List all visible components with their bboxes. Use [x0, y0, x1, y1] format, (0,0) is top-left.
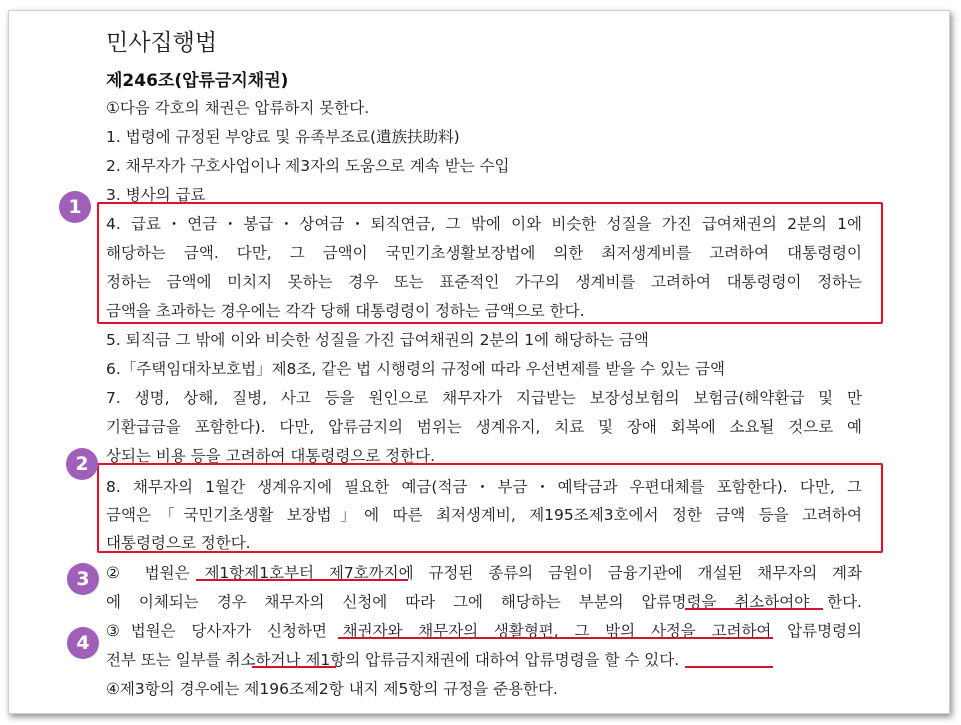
article-heading: 제246조(압류금지채권) [106, 71, 289, 91]
item-7-line-1: 7. 생명, 상해, 질병, 사고 등을 원인으로 채무자가 지급받는 보장성보험의 보험금(해약환급 및 만 [106, 389, 862, 407]
item-1: 1. 법령에 규정된 부양료 및 유족부조료(遺族扶助料) [106, 128, 460, 146]
item-8-line-1: 8. 채무자의 1월간 생계유지에 필요한 예금(적금・부금・예탁금과 우편대체를 포함한다). 다만, 그 [106, 478, 862, 496]
marker-3-badge: 3 [67, 563, 99, 595]
item-6: 6.「주택임대차보호법」제8조, 같은 법 시행령의 규정에 따라 우선변제를 받을 수 있는 금액 [106, 360, 725, 378]
underline-clause-3-order [685, 666, 773, 668]
item-4-line-2: 해당하는 금액. 다만, 그 금액이 국민기초생활보장법에 의한 최저생계비를 고려하여 대통령령이 [106, 244, 862, 262]
marker-1-badge: 1 [59, 191, 91, 223]
clause-2-line-1: ② 법원은 제1항제1호부터 제7호까지에 규정된 종류의 금원이 금융기관에 개설된 채무자의 계좌 [106, 564, 862, 582]
item-3: 3. 병사의 급료 [106, 186, 206, 204]
highlight-box-item-8 [97, 463, 883, 553]
item-5: 5. 퇴직금 그 밖에 이와 비슷한 성질을 가진 급여채권의 2분의 1에 해당하는 금액 [106, 331, 649, 349]
item-4-line-4: 금액을 초과하는 경우에는 각각 당해 대통령령이 정하는 금액으로 한다. [106, 302, 585, 320]
item-7-line-2: 기환급금을 포함한다). 다만, 압류금지의 범위는 생계유지, 치료 및 장애 회복에 소요될 것으로 예 [106, 418, 862, 436]
item-2: 2. 채무자가 구호사업이나 제3자의 도움으로 계속 받는 수입 [106, 157, 510, 175]
marker-2-badge: 2 [66, 448, 98, 480]
clause-3-line-1: ③법원은 당사자가 신청하면 채권자와 채무자의 생활형편, 그 밖의 사정을 고려하여 압류명령의 [106, 622, 862, 640]
clause-4: ④제3항의 경우에는 제196조제2항 내지 제5항의 규정을 준용한다. [106, 680, 558, 698]
clause-1-intro: ①다음 각호의 채권은 압류하지 못한다. [106, 99, 370, 117]
clause-3-line-2: 전부 또는 일부를 취소하거나 제1항의 압류금지채권에 대하여 압류명령을 할 수 있다. [106, 651, 680, 669]
item-4-line-3: 정하는 금액에 미치지 못하는 경우 또는 표준적인 가구의 생계비를 고려하여 대통령령이 정하는 [106, 273, 862, 291]
item-8-line-3: 대통령령으로 정한다. [106, 534, 251, 552]
underline-clause-2-cancel [685, 608, 823, 610]
clause-2-line-2: 에 이체되는 경우 채무자의 신청에 따라 그에 해당하는 부분의 압류명령을 취소하여야 한다. [106, 593, 862, 611]
item-4-line-1: 4. 급료・연금・봉급・상여금・퇴직연금, 그 밖에 이와 비슷한 성질을 가진 급여채권의 2분의 1에 [106, 215, 862, 233]
law-title: 민사집행법 [106, 30, 218, 56]
underline-clause-3-circumstances [338, 637, 773, 639]
marker-4-badge: 4 [67, 627, 99, 659]
underline-clause-2-range [196, 579, 408, 581]
underline-clause-3-cancel [252, 666, 336, 668]
highlight-box-item-4 [97, 202, 883, 324]
item-7-line-3: 상되는 비용 등을 고려하여 대통령령으로 정한다. [106, 447, 436, 465]
item-8-line-2: 금액은「국민기초생활 보장법」에 따른 최저생계비, 제195조제3호에서 정한 금액 등을 고려하여 [106, 506, 862, 524]
